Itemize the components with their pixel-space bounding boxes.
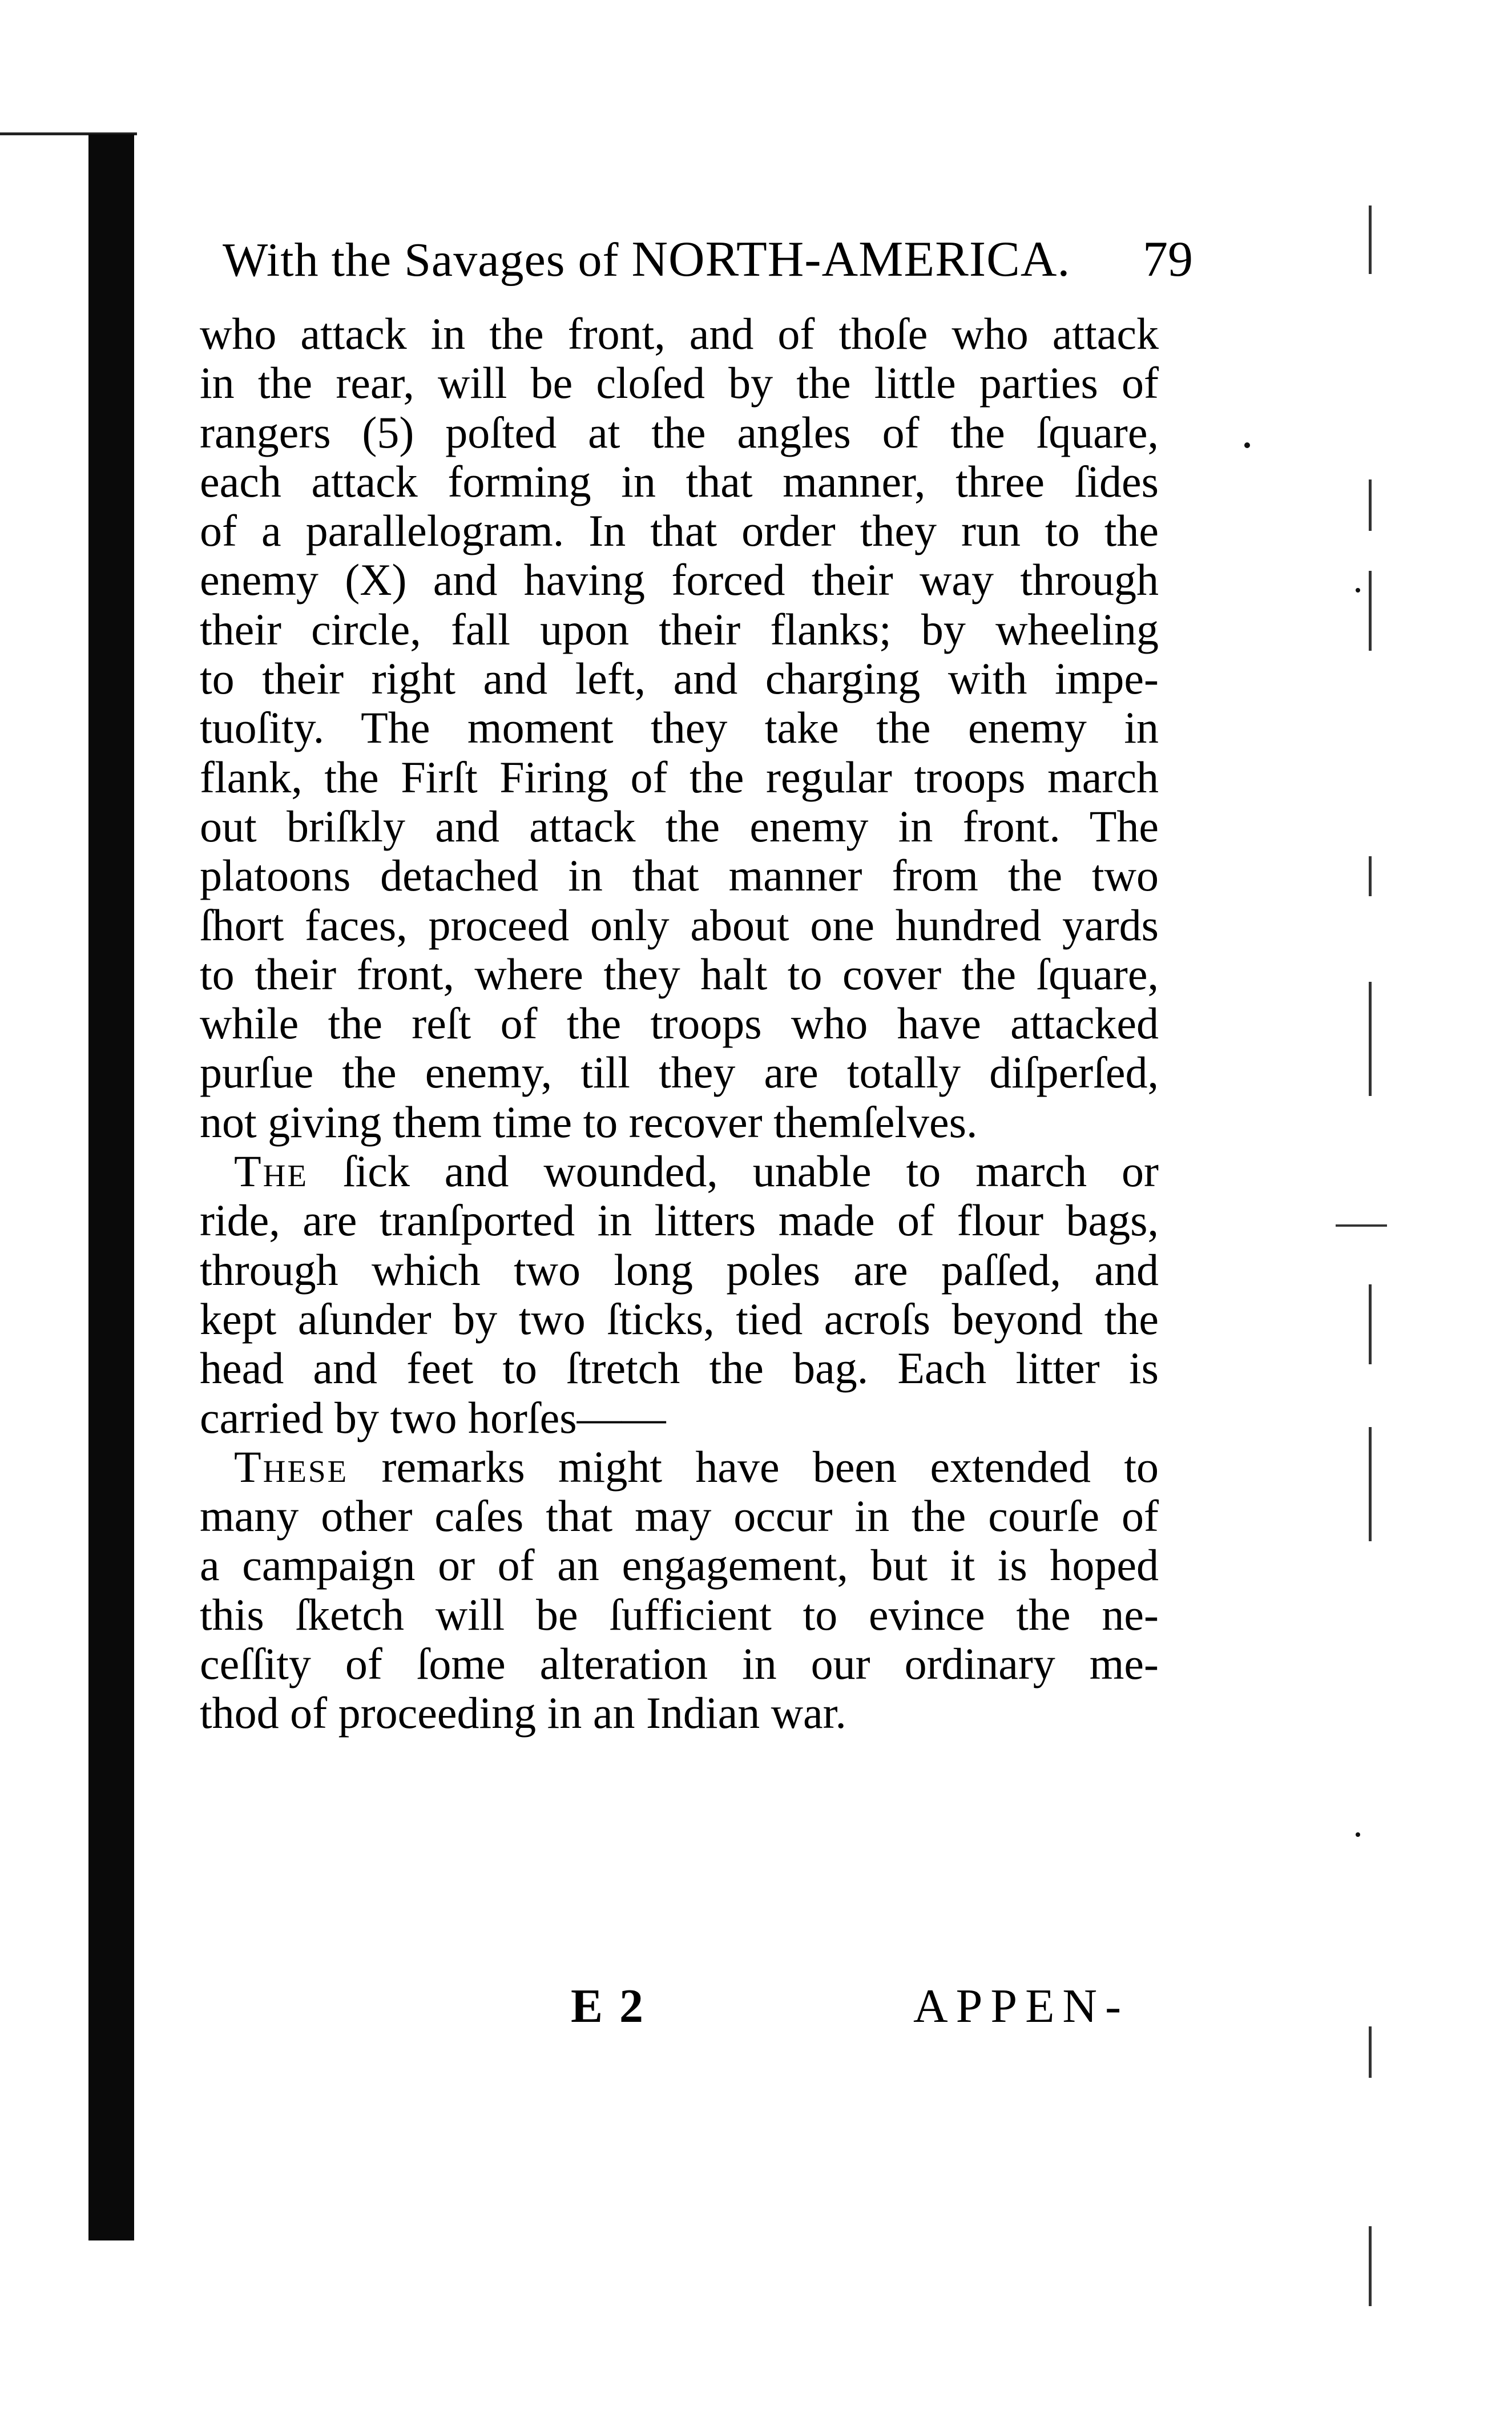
text-line-rest: remarks might have been extended to: [348, 1441, 1159, 1492]
page-number: 79: [1143, 232, 1193, 287]
text-line: head and feet to ſtretch the bag. Each litter is: [200, 1343, 1159, 1393]
text-line: flank, the Firſt Firing of the regular troops march: [200, 752, 1159, 802]
text-line: of a parallelogram. In that order they run to the: [200, 506, 1159, 556]
text-line: [200, 1147, 1159, 1196]
running-head-title-caps: NORTH-AMERICA.: [631, 232, 1071, 287]
paragraph-1: [200, 309, 1159, 1147]
text-line: out briſkly and attack the enemy in front. The: [200, 801, 1159, 851]
running-head-title-text: With the Savages of: [223, 233, 632, 287]
running-head: [223, 228, 1193, 291]
text-line: platoons detached in that manner from the two: [200, 851, 1159, 901]
body-text: [200, 309, 1159, 1738]
text-line: who attack in the front, and of thoſe who attack: [200, 309, 1159, 358]
text-line: purſue the enemy, till they are totally diſperſed,: [200, 1047, 1159, 1098]
ink-speck: [1244, 442, 1250, 448]
page-edge-mark: [1369, 205, 1372, 274]
text-line: ride, are tranſported in litters made of flour bags,: [200, 1195, 1159, 1246]
text-line: in the rear, will be cloſed by the little parties of: [200, 358, 1159, 408]
text-line-rest: ſick and wounded, unable to march or: [308, 1146, 1159, 1196]
text-line: tuoſity. The moment they take the enemy in: [200, 703, 1159, 753]
paragraph-lead-word: These: [234, 1441, 349, 1492]
text-line: many other caſes that may occur in the courſe of: [200, 1491, 1159, 1541]
paragraph-lead-word: The: [234, 1146, 308, 1196]
text-line: while the reſt of the troops who have attacked: [200, 998, 1159, 1049]
paragraph-3: [200, 1442, 1159, 1738]
page-footer: [571, 1975, 1142, 2038]
text-line: enemy (X) and having forced their way through: [200, 555, 1159, 605]
page-edge-mark: [1369, 479, 1372, 531]
text-line: to their front, where they halt to cover the ſquare,: [200, 949, 1159, 999]
text-line: each attack forming in that manner, three ſides: [200, 456, 1159, 506]
text-line: [200, 1442, 1159, 1492]
page-edge-mark: [1336, 1224, 1387, 1227]
text-line: not giving them time to recover themſelves.: [200, 1097, 978, 1147]
text-line: ceſſity of ſome alteration in our ordinary me-: [200, 1639, 1159, 1689]
page-edge-mark: [1369, 1427, 1372, 1541]
text-line: a campaign or of an engagement, but it is hoped: [200, 1540, 1159, 1590]
page-edge-mark: [1369, 856, 1372, 896]
text-line: rangers (5) poſted at the angles of the ſquare,: [200, 407, 1159, 457]
page-edge-mark: [1369, 982, 1372, 1096]
text-line: their circle, fall upon their flanks; by wheeling: [200, 604, 1159, 654]
page-edge-mark: [1369, 2026, 1372, 2078]
text-line: kept aſunder by two ſticks, tied acroſs beyond the: [200, 1293, 1159, 1344]
page-edge-mark: [1369, 2226, 1372, 2306]
signature-mark: E 2: [571, 1980, 646, 2033]
text-line: through which two long poles are paſſed, and: [200, 1244, 1159, 1295]
running-head-title: [223, 228, 1070, 292]
text-line: ſhort faces, proceed only about one hundred yards: [200, 900, 1159, 950]
page-edge-mark: [1369, 571, 1372, 651]
text-line: thod of proceeding in an Indian war.: [200, 1688, 846, 1738]
page-edge-mark: [1369, 1284, 1372, 1364]
catchword: APPEN-: [913, 1980, 1130, 2033]
binding-gutter: [88, 134, 134, 2240]
text-line: to their right and left, and charging with impe-: [200, 654, 1159, 704]
ink-speck: [1356, 588, 1360, 593]
paragraph-2: [200, 1147, 1159, 1442]
text-line: carried by two horſes——: [200, 1392, 666, 1442]
ink-speck: [1356, 1832, 1360, 1837]
text-line: this ſketch will be ſufficient to evince the ne-: [200, 1589, 1159, 1639]
